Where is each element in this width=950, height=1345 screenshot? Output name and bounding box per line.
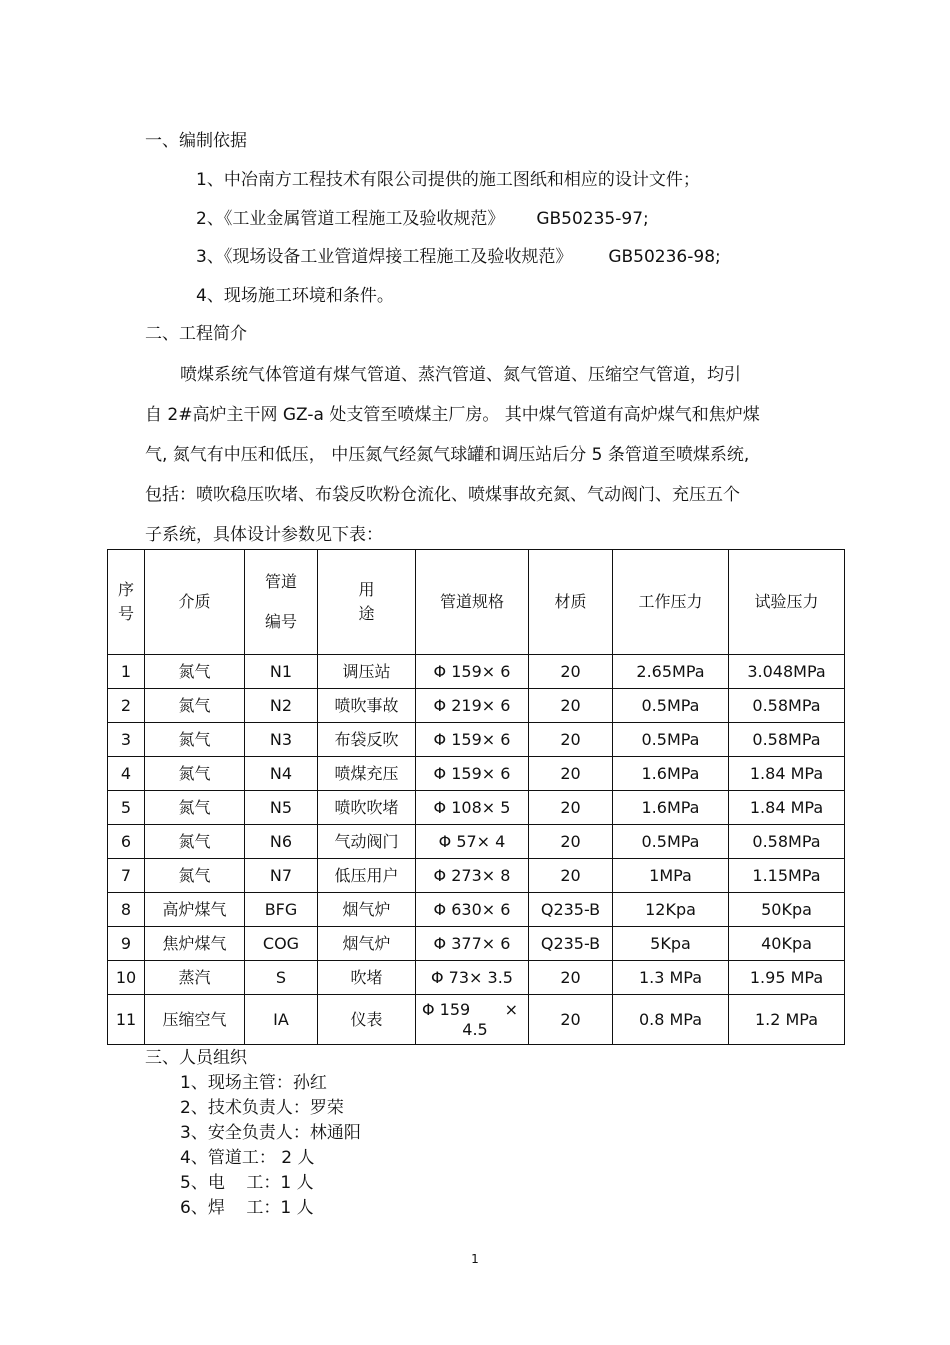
- basis-item-2-code: GB50235-97;: [536, 209, 649, 229]
- cell-spec: Φ 108× 5: [416, 791, 529, 825]
- intro-line-4: 包括：喷吹稳压吹堵、布袋反吹粉仓流化、喷煤事故充氮、气动阀门、充压五个: [145, 485, 740, 505]
- header-seq: 序 号: [108, 550, 145, 655]
- cell-use: 气动阀门: [318, 825, 416, 859]
- table-row: [108, 995, 845, 1045]
- header-use: 用 途: [318, 550, 416, 655]
- cell-work-pressure: 0.5MPa: [613, 825, 729, 859]
- table-row: [108, 927, 845, 961]
- cell-code: N3: [245, 723, 318, 757]
- cell-test-pressure: 1.84 MPa: [729, 757, 845, 791]
- intro-line-1: 喷煤系统气体管道有煤气管道、蒸汽管道、氮气管道、压缩空气管道，均引: [180, 365, 741, 385]
- cell-spec: [416, 995, 529, 1045]
- cell-no: 9: [108, 927, 145, 961]
- cell-medium: 氮气: [145, 655, 245, 689]
- cell-spec: Φ 377× 6: [416, 927, 529, 961]
- cell-test-pressure: 0.58MPa: [729, 689, 845, 723]
- cell-code: N5: [245, 791, 318, 825]
- cell-work-pressure: 1MPa: [613, 859, 729, 893]
- table-row: [108, 723, 845, 757]
- cell-work-pressure: 1.6MPa: [613, 757, 729, 791]
- cell-code: IA: [245, 995, 318, 1045]
- cell-use: 布袋反吹: [318, 723, 416, 757]
- basis-item-4: 4、现场施工环境和条件。: [196, 286, 394, 306]
- table-row: [108, 893, 845, 927]
- basis-item-2-text: 2、《工业金属管道工程施工及验收规范》: [196, 209, 505, 229]
- cell-code: N6: [245, 825, 318, 859]
- cell-no: 8: [108, 893, 145, 927]
- cell-use: 烟气炉: [318, 927, 416, 961]
- cell-medium: 压缩空气: [145, 995, 245, 1045]
- cell-material: 20: [529, 723, 613, 757]
- cell-material: 20: [529, 995, 613, 1045]
- cell-spec: Φ 273× 8: [416, 859, 529, 893]
- cell-work-pressure: 12Kpa: [613, 893, 729, 927]
- cell-test-pressure: 3.048MPa: [729, 655, 845, 689]
- cell-use: 调压站: [318, 655, 416, 689]
- spec-part-b: ×: [504, 999, 518, 1019]
- cell-medium: 氮气: [145, 723, 245, 757]
- cell-test-pressure: 1.95 MPa: [729, 961, 845, 995]
- staff-item: 6、焊 工：1 人: [180, 1198, 314, 1218]
- cell-test-pressure: 40Kpa: [729, 927, 845, 961]
- cell-test-pressure: 50Kpa: [729, 893, 845, 927]
- cell-spec: Φ 57× 4: [416, 825, 529, 859]
- cell-medium: 焦炉煤气: [145, 927, 245, 961]
- header-pipe-spec: 管道规格: [416, 550, 529, 655]
- cell-no: 1: [108, 655, 145, 689]
- cell-no: 7: [108, 859, 145, 893]
- cell-test-pressure: 1.2 MPa: [729, 995, 845, 1045]
- cell-test-pressure: 1.84 MPa: [729, 791, 845, 825]
- cell-code: N1: [245, 655, 318, 689]
- cell-use: 喷吹事故: [318, 689, 416, 723]
- cell-work-pressure: 1.6MPa: [613, 791, 729, 825]
- cell-code: BFG: [245, 893, 318, 927]
- header-medium: 介质: [145, 550, 245, 655]
- cell-use: 喷煤充压: [318, 757, 416, 791]
- cell-use: 喷吹吹堵: [318, 791, 416, 825]
- staff-item: 2、技术负责人：罗荣: [180, 1098, 344, 1118]
- intro-line-5: 子系统，具体设计参数见下表：: [145, 525, 383, 545]
- header-material: 材质: [529, 550, 613, 655]
- cell-material: 20: [529, 757, 613, 791]
- cell-material: 20: [529, 825, 613, 859]
- cell-medium: 氮气: [145, 825, 245, 859]
- cell-material: 20: [529, 961, 613, 995]
- cell-work-pressure: 5Kpa: [613, 927, 729, 961]
- basis-item-3-text: 3、《现场设备工业管道焊接工程施工及验收规范》: [196, 247, 573, 267]
- table-row: [108, 655, 845, 689]
- cell-code: N7: [245, 859, 318, 893]
- cell-use: 仪表: [318, 995, 416, 1045]
- table-row: [108, 825, 845, 859]
- cell-material: 20: [529, 791, 613, 825]
- cell-no: 5: [108, 791, 145, 825]
- staff-item: 3、安全负责人：林通阳: [180, 1123, 361, 1143]
- cell-medium: 氮气: [145, 757, 245, 791]
- cell-medium: 氮气: [145, 791, 245, 825]
- heading-basis: 一、编制依据: [145, 131, 247, 151]
- cell-test-pressure: 0.58MPa: [729, 825, 845, 859]
- cell-no: 6: [108, 825, 145, 859]
- cell-material: 20: [529, 689, 613, 723]
- cell-spec: Φ 219× 6: [416, 689, 529, 723]
- cell-use: 吹堵: [318, 961, 416, 995]
- cell-material: Q235-B: [529, 893, 613, 927]
- cell-medium: 氮气: [145, 859, 245, 893]
- header-test-pressure: 试验压力: [729, 550, 845, 655]
- cell-work-pressure: 0.5MPa: [613, 689, 729, 723]
- basis-item-3-code: GB50236-98;: [608, 247, 721, 267]
- design-parameter-table: [107, 549, 845, 1045]
- cell-code: N2: [245, 689, 318, 723]
- spec-part-a: Φ 159: [422, 999, 471, 1019]
- heading-staff: 三、人员组织: [145, 1048, 247, 1068]
- cell-material: 20: [529, 859, 613, 893]
- cell-test-pressure: 1.15MPa: [729, 859, 845, 893]
- cell-code: COG: [245, 927, 318, 961]
- cell-material: 20: [529, 655, 613, 689]
- spec-part-c: 4.5: [462, 1019, 488, 1039]
- cell-code: S: [245, 961, 318, 995]
- cell-use: 烟气炉: [318, 893, 416, 927]
- cell-spec: Φ 159× 6: [416, 723, 529, 757]
- table-row: [108, 757, 845, 791]
- cell-spec: Φ 159× 6: [416, 655, 529, 689]
- basis-item-2: [196, 208, 649, 230]
- header-work-pressure: 工作压力: [613, 550, 729, 655]
- cell-test-pressure: 0.58MPa: [729, 723, 845, 757]
- cell-no: 2: [108, 689, 145, 723]
- cell-work-pressure: 0.8 MPa: [613, 995, 729, 1045]
- basis-item-3: [196, 246, 721, 268]
- table-row: [108, 791, 845, 825]
- cell-work-pressure: 1.3 MPa: [613, 961, 729, 995]
- cell-medium: 蒸汽: [145, 961, 245, 995]
- cell-use: 低压用户: [318, 859, 416, 893]
- intro-line-2: 自 2#高炉主干网 GZ-a 处支管至喷煤主厂房。 其中煤气管道有高炉煤气和焦炉煤: [145, 405, 760, 425]
- cell-code: N4: [245, 757, 318, 791]
- page-number: 1: [471, 1252, 479, 1266]
- table-row: [108, 689, 845, 723]
- heading-intro: 二、工程简介: [145, 324, 247, 344]
- staff-item: 4、管道工： 2 人: [180, 1148, 315, 1168]
- cell-medium: 氮气: [145, 689, 245, 723]
- cell-medium: 高炉煤气: [145, 893, 245, 927]
- staff-item: 1、现场主管：孙红: [180, 1073, 327, 1093]
- header-pipe-code: 管道 编号: [245, 550, 318, 655]
- cell-no: 4: [108, 757, 145, 791]
- table-row: [108, 859, 845, 893]
- cell-no: 10: [108, 961, 145, 995]
- cell-spec: Φ 630× 6: [416, 893, 529, 927]
- cell-work-pressure: 2.65MPa: [613, 655, 729, 689]
- cell-work-pressure: 0.5MPa: [613, 723, 729, 757]
- basis-item-1: 1、中冶南方工程技术有限公司提供的施工图纸和相应的设计文件；: [196, 170, 700, 190]
- cell-spec: Φ 159× 6: [416, 757, 529, 791]
- cell-no: 11: [108, 995, 145, 1045]
- intro-line-3: 气, 氮气有中压和低压， 中压氮气经氮气球罐和调压站后分 5 条管道至喷煤系统,: [145, 445, 750, 465]
- table-header-row: [108, 550, 845, 655]
- cell-no: 3: [108, 723, 145, 757]
- table-row: [108, 961, 845, 995]
- staff-item: 5、电 工：1 人: [180, 1173, 314, 1193]
- cell-spec: Φ 73× 3.5: [416, 961, 529, 995]
- cell-material: Q235-B: [529, 927, 613, 961]
